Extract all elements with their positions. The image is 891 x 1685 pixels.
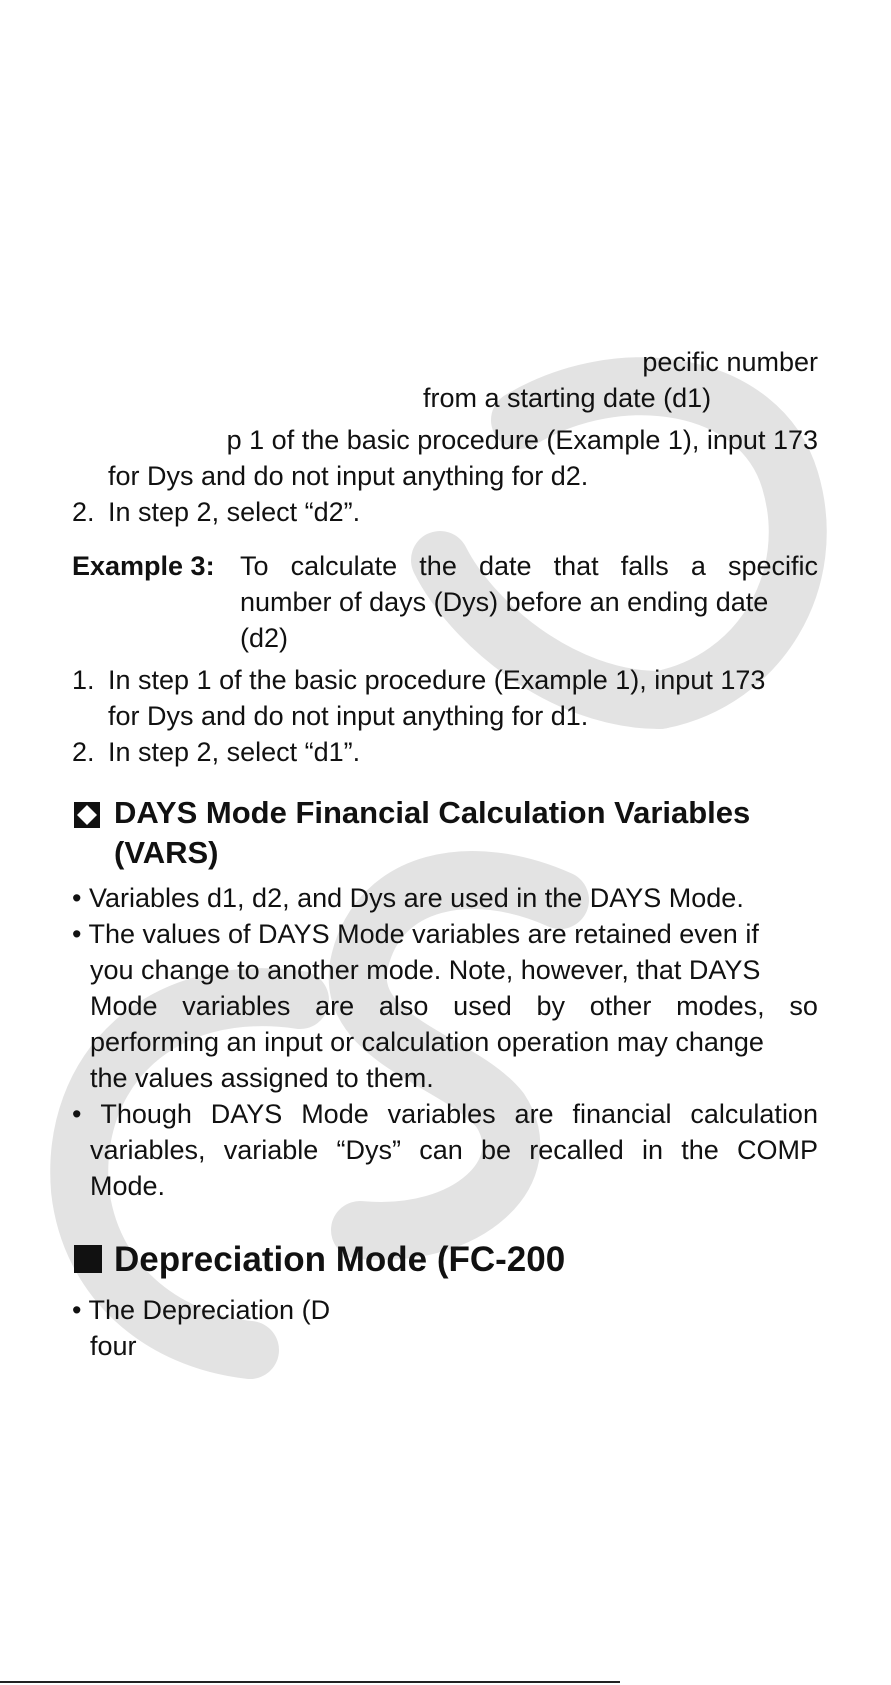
word: Mode bbox=[301, 1099, 369, 1129]
bullet-text bbox=[72, 1096, 818, 1132]
step-text: In step 2, select “d1”. bbox=[108, 737, 361, 767]
word: by bbox=[536, 991, 566, 1021]
word: used bbox=[453, 991, 512, 1021]
text-line: for Dys and do not input anything for d2. bbox=[108, 461, 589, 491]
bullet-text: Mode. bbox=[90, 1171, 166, 1201]
word: financial bbox=[572, 1099, 672, 1129]
word: that bbox=[553, 551, 599, 581]
word: modes, bbox=[676, 991, 765, 1021]
step-number: 2. bbox=[72, 497, 95, 527]
bullet-text: • The values of DAYS Mode variables are retained even if bbox=[72, 919, 759, 949]
example-line bbox=[240, 548, 818, 584]
word: are bbox=[514, 1099, 554, 1129]
bullet-text: • Variables d1, d2, and Dys are used in the DAYS Mode. bbox=[72, 883, 744, 913]
section-heading: DAYS Mode Financial Calculation Variables bbox=[114, 795, 751, 830]
example-label: Example 3: bbox=[72, 551, 215, 581]
example-line: (d2) bbox=[240, 623, 289, 653]
example-line: number of days (Dys) before an ending date bbox=[240, 587, 769, 617]
text-line: from a starting date (d1) bbox=[423, 383, 712, 413]
word: date bbox=[478, 551, 532, 581]
word: calculate bbox=[290, 551, 398, 581]
word: DAYS bbox=[210, 1099, 283, 1129]
step-number: 2. bbox=[72, 737, 95, 767]
word: variables bbox=[387, 1099, 496, 1129]
diamond-bullet-icon bbox=[74, 802, 100, 828]
word: in bbox=[641, 1135, 663, 1165]
bullet-text: four bbox=[90, 1331, 137, 1361]
word: be bbox=[480, 1135, 512, 1165]
word: the bbox=[419, 551, 457, 581]
word: Though bbox=[100, 1099, 192, 1129]
word: also bbox=[378, 991, 429, 1021]
word: are bbox=[315, 991, 355, 1021]
word: To bbox=[240, 551, 269, 581]
word: Mode bbox=[90, 991, 158, 1021]
bullet-text bbox=[90, 988, 818, 1024]
word: other bbox=[589, 991, 652, 1021]
bullet-text: you change to another mode. Note, however, that DAYS bbox=[90, 955, 761, 985]
word: a bbox=[690, 551, 706, 581]
square-bullet-icon bbox=[74, 1245, 102, 1273]
bullet-text: • The Depreciation (D bbox=[72, 1295, 331, 1325]
word: variables, bbox=[90, 1135, 206, 1165]
bullet-text: performing an input or calculation operation may change bbox=[90, 1027, 764, 1057]
text-line: pecific number bbox=[642, 347, 818, 377]
word: COMP bbox=[736, 1135, 818, 1165]
page-bottom-rule bbox=[0, 1681, 620, 1683]
section-heading: (VARS) bbox=[114, 835, 219, 870]
word: recalled bbox=[529, 1135, 624, 1165]
bullet-text: the values assigned to them. bbox=[90, 1063, 434, 1093]
word: variables bbox=[182, 991, 291, 1021]
word: specific bbox=[727, 551, 818, 581]
step-text: In step 1 of the basic procedure (Example 1), input 173 bbox=[108, 665, 766, 695]
step-text: In step 2, select “d2”. bbox=[108, 497, 361, 527]
step-text: for Dys and do not input anything for d1. bbox=[108, 701, 589, 731]
bullet-text bbox=[90, 1132, 818, 1168]
word: can bbox=[419, 1135, 463, 1165]
text-line: p 1 of the basic procedure (Example 1), input 173 bbox=[226, 425, 818, 455]
word: so bbox=[789, 991, 818, 1021]
word: calculation bbox=[690, 1099, 818, 1129]
word: variable bbox=[223, 1135, 319, 1165]
word: • bbox=[72, 1099, 82, 1129]
word: the bbox=[681, 1135, 719, 1165]
step-number: 1. bbox=[72, 665, 95, 695]
section-heading: Depreciation Mode (FC-200 bbox=[114, 1240, 566, 1279]
word: falls bbox=[620, 551, 669, 581]
word: “Dys” bbox=[336, 1135, 402, 1165]
